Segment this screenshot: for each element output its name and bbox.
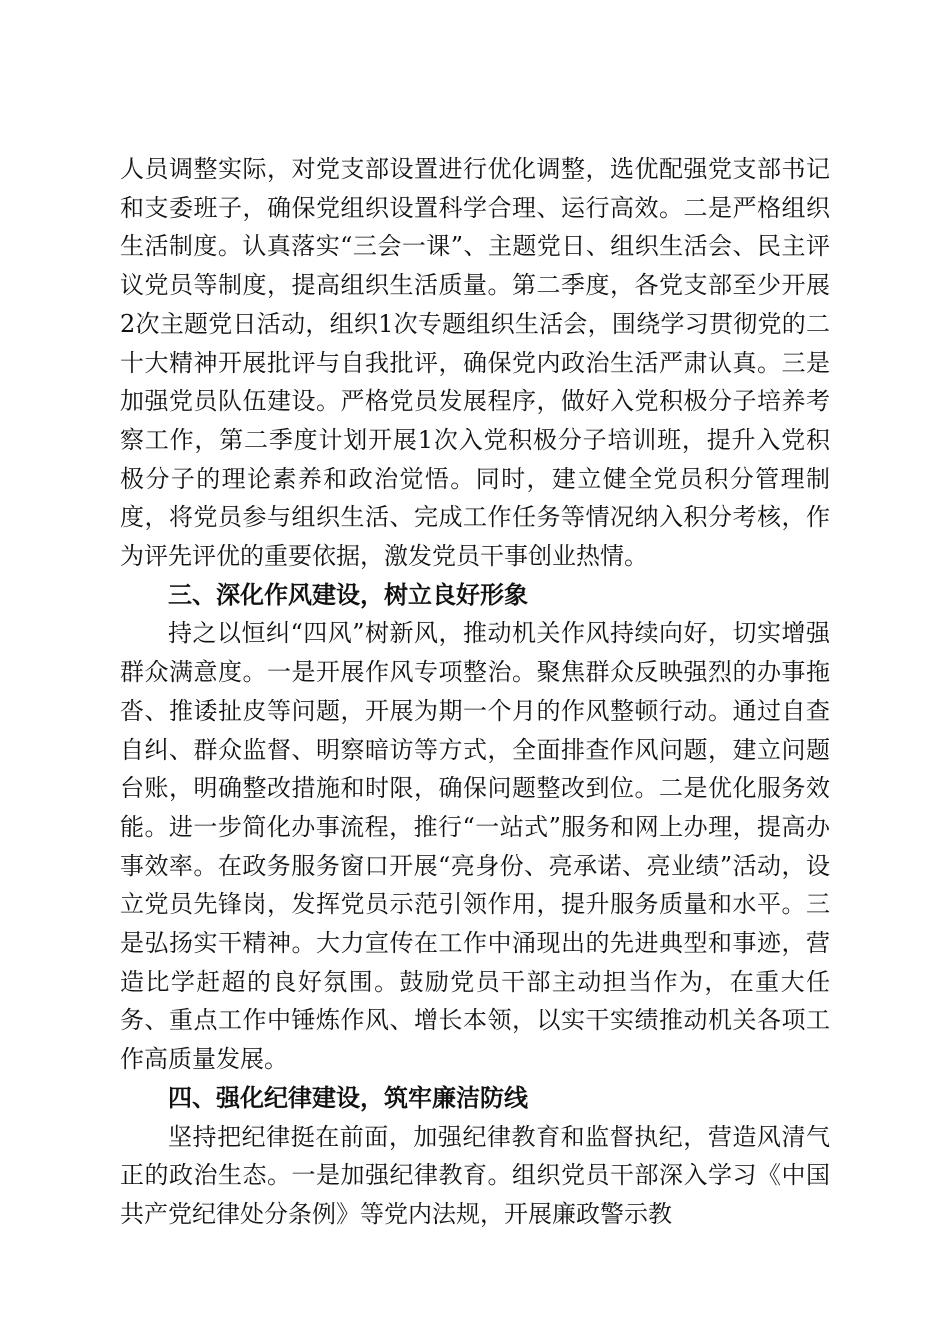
section-heading-3: 三、深化作风建设，树立良好形象 (168, 580, 528, 609)
body-paragraph-continued: 人员调整实际，对党支部设置进行优化调整，选优配强党支部书记和支委班子，确保党组织设置科学合理、运行高效。二是严格组织生活制度。认真落实“三会一课”、主题党日、组织生活会、民主评议党员等制度，提高组织生活质量。第二季度，各党支部至少开展2次主题党日活动，组织1次专题组织生活会，围绕学习贯彻党的二十大精神开展批评与自我批评，确保党内政治生活严肃认真。三是加强党员队伍建设。严格党员发展程序，做好入党积极分子培养考察工作，第二季度计划开展1次入党积极分子培训班，提升入党积极分子的理论素养和政治觉悟。同时，建立健全党员积分管理制度，将党员参与组织生活、完成工作任务等情况纳入积分考核，作为评先评优的重要依据，激发党员干事创业热情。 (120, 155, 830, 571)
section-heading-4: 四、强化纪律建设，筑牢廉洁防线 (168, 1083, 528, 1112)
document-body (120, 150, 830, 1234)
body-paragraph-conduct: 持之以恒纠“四风”树新风，推动机关作风持续向好，切实增强群众满意度。一是开展作风专项整治。聚焦群众反映强烈的办事拖沓、推诿扯皮等问题，开展为期一个月的作风整顿行动。通过自查自纠、群众监督、明察暗访等方式，全面排查作风问题，建立问题台账，明确整改措施和时限，确保问题整改到位。二是优化服务效能。进一步简化办事流程，推行“一站式”服务和网上办理，提高办事效率。在政务服务窗口开展“亮身份、亮承诺、亮业绩”活动，设立党员先锋岗，发挥党员示范引领作用，提升服务质量和水平。三是弘扬实干精神。大力宣传在工作中涌现出的先进典型和事迹，营造比学赶超的良好氛围。鼓励党员干部主动担当作为，在重大任务、重点工作中锤炼作风、增长本领，以实干实绩推动机关各项工作高质量发展。 (120, 619, 830, 1074)
body-paragraph-discipline: 坚持把纪律挺在前面，加强纪律教育和监督执纪，营造风清气正的政治生态。一是加强纪律教育。组织党员干部深入学习《中国共产党纪律处分条例》等党内法规，开展廉政警示教 (120, 1122, 830, 1228)
